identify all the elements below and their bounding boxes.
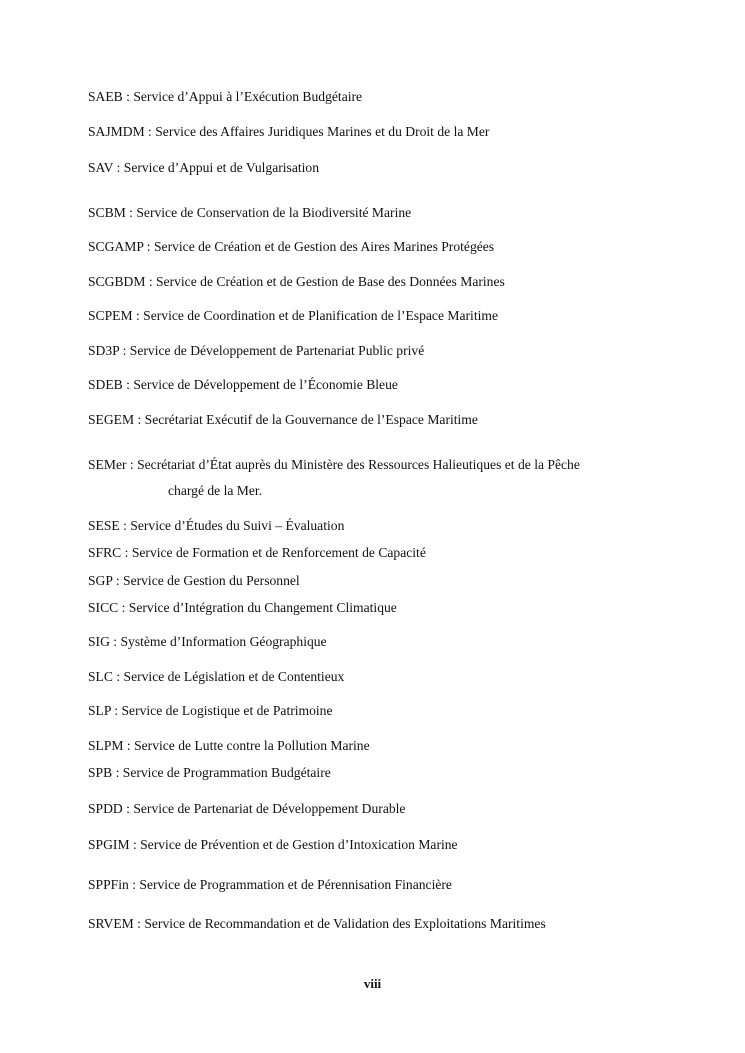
abbreviation-entry: SEGEM : Secrétariat Exécutif de la Gouvernance de l’Espace Maritime <box>88 412 478 427</box>
abbreviation-entry: SAJMDM : Service des Affaires Juridiques Marines et du Droit de la Mer <box>88 124 490 139</box>
abbreviation-entry: SCGAMP : Service de Création et de Gestion des Aires Marines Protégées <box>88 239 495 254</box>
abbreviation-entry: SPB : Service de Programmation Budgétaire <box>88 765 331 780</box>
page-number: viii <box>363 976 382 991</box>
abbreviation-entry: SCGBDM : Service de Création et de Gestion de Base des Données Marines <box>88 274 505 289</box>
abbreviation-entry: SLPM : Service de Lutte contre la Pollution Marine <box>88 738 370 753</box>
abbreviation-text: SEMer : Secrétariat d’État auprès du Ministère des Ressources Halieutiques et de la Pêche <box>88 457 580 472</box>
abbreviation-entry: SPPFin : Service de Programmation et de Pérennisation Financière <box>88 877 452 892</box>
abbreviation-entry-multiline <box>88 452 658 504</box>
abbreviation-entry: SIG : Système d’Information Géographique <box>88 634 327 649</box>
abbreviation-entry: SCPEM : Service de Coordination et de Planification de l’Espace Maritime <box>88 308 498 323</box>
abbreviation-entry: SD3P : Service de Développement de Partenariat Public privé <box>88 343 425 358</box>
abbreviation-entry: SICC : Service d’Intégration du Changement Climatique <box>88 600 397 615</box>
abbreviation-entry: SAV : Service d’Appui et de Vulgarisation <box>88 160 320 175</box>
abbreviation-entry: SGP : Service de Gestion du Personnel <box>88 573 300 588</box>
abbreviation-entry: SLC : Service de Législation et de Contentieux <box>88 669 345 684</box>
abbreviation-entry: SESE : Service d’Études du Suivi – Évaluation <box>88 518 345 533</box>
abbreviation-entry: SAEB : Service d’Appui à l’Exécution Budgétaire <box>88 89 363 104</box>
abbreviation-continuation: chargé de la Mer. <box>168 483 263 498</box>
abbreviation-entry: SCBM : Service de Conservation de la Biodiversité Marine <box>88 205 412 220</box>
abbreviation-entry: SPDD : Service de Partenariat de Développement Durable <box>88 801 406 816</box>
abbreviation-entry: SDEB : Service de Développement de l’Économie Bleue <box>88 377 398 392</box>
abbreviation-entry: SLP : Service de Logistique et de Patrimoine <box>88 703 333 718</box>
abbreviation-entry: SFRC : Service de Formation et de Renforcement de Capacité <box>88 545 426 560</box>
abbreviation-entry: SRVEM : Service de Recommandation et de Validation des Exploitations Maritimes <box>88 916 546 931</box>
abbreviation-entry: SPGIM : Service de Prévention et de Gestion d’Intoxication Marine <box>88 837 458 852</box>
